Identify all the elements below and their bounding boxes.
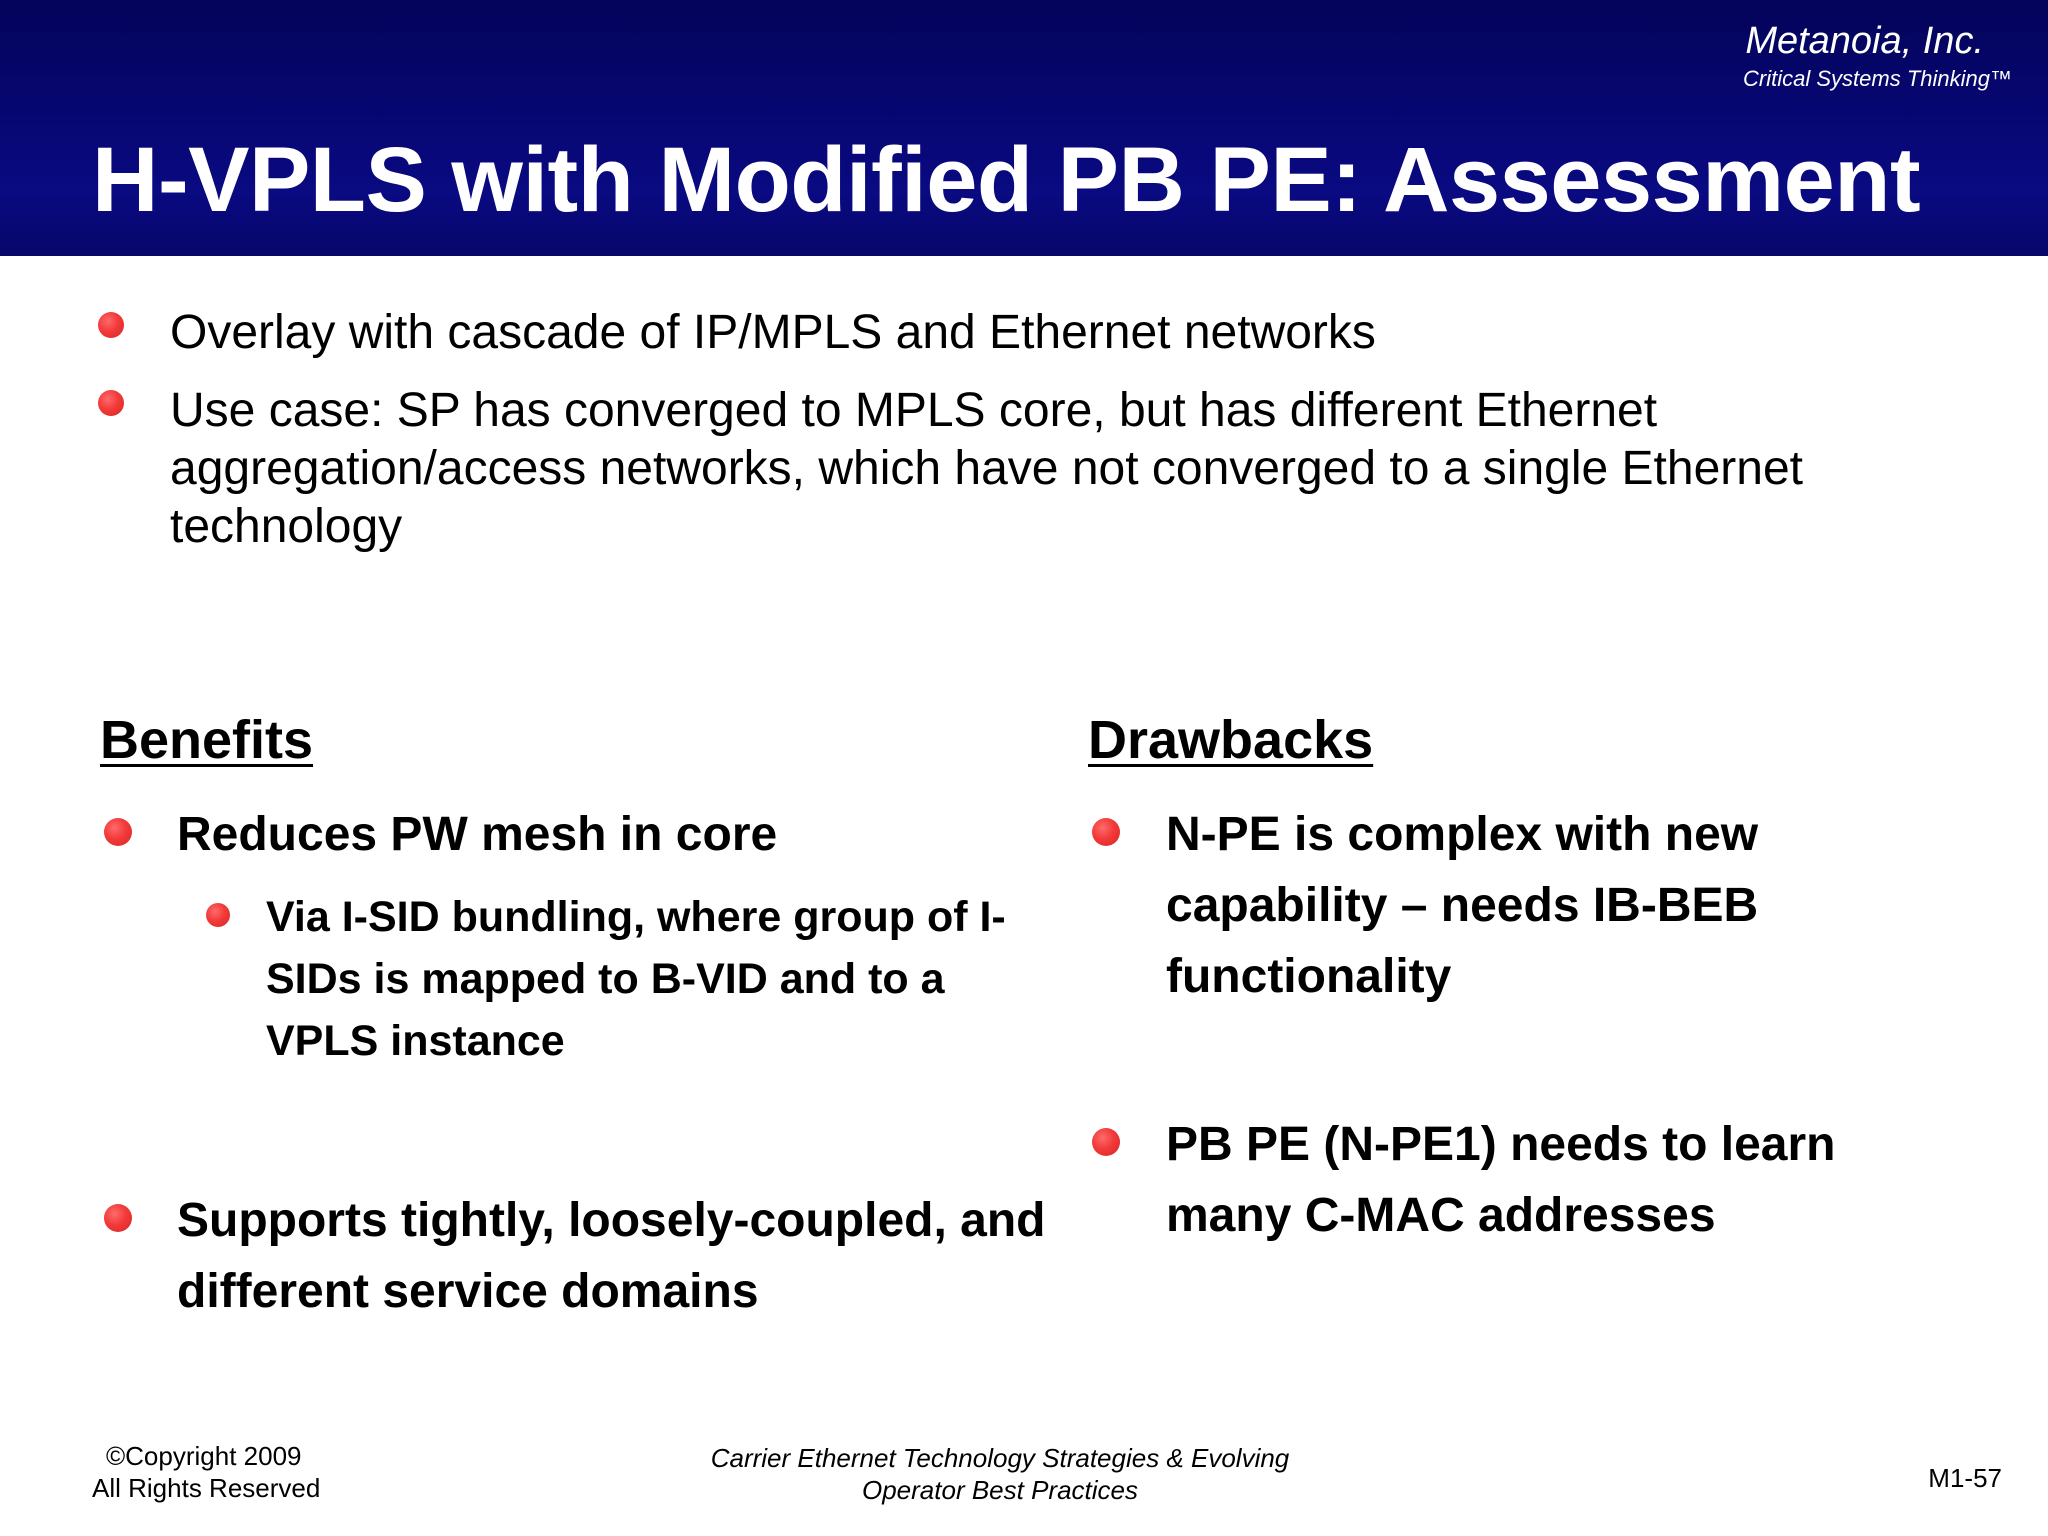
course-title-line: Carrier Ethernet Technology Strategies & Evolving: [710, 1443, 1290, 1473]
benefit-text: Reduces PW mesh in core: [177, 808, 778, 861]
course-title: [0, 1442, 2000, 1506]
brand-tagline: Critical Systems Thinking™: [1743, 66, 2012, 91]
bullet-icon: [104, 1204, 132, 1232]
top-bullet-text: Overlay with cascade of IP/MPLS and Ethernet networks: [170, 306, 1376, 359]
bullet-icon: [98, 390, 124, 416]
rights-line: All Rights Reserved: [92, 1473, 321, 1503]
benefit-text: Supports tightly, loosely-coupled, and different service domains: [177, 1194, 1046, 1318]
bullet-icon: [98, 312, 124, 338]
drawbacks-heading: Drawbacks: [1088, 710, 1374, 770]
bullet-icon: [1092, 1128, 1120, 1156]
bullet-icon: [1092, 818, 1120, 846]
slide-header: [0, 0, 2048, 256]
benefit-sub-text: Via I-SID bundling, where group of I-SIDs is mapped to B-VID and to a VPLS instance: [266, 893, 1006, 1065]
drawback-text: PB PE (N-PE1) needs to learn many C-MAC addresses: [1166, 1118, 1836, 1242]
drawback-text: N-PE is complex with new capability – needs IB-BEB functionality: [1166, 808, 1759, 1003]
course-title-line: Operator Best Practices: [862, 1475, 1138, 1505]
bullet-icon: [104, 818, 132, 846]
top-bullet-text: Use case: SP has converged to MPLS core, but has different Ethernet aggregation/access networks, which have not converged to a single Ethernet technology: [170, 384, 1803, 553]
benefits-heading: Benefits: [100, 710, 314, 770]
bullet-icon: [206, 903, 230, 927]
copyright-line: ©Copyright 2009: [106, 1441, 302, 1471]
slide-number: M1-57: [1928, 1463, 2002, 1493]
brand-name: Metanoia, Inc.: [1745, 20, 1984, 62]
slide-title: H-VPLS with Modified PB PE: Assessment: [92, 129, 1921, 231]
